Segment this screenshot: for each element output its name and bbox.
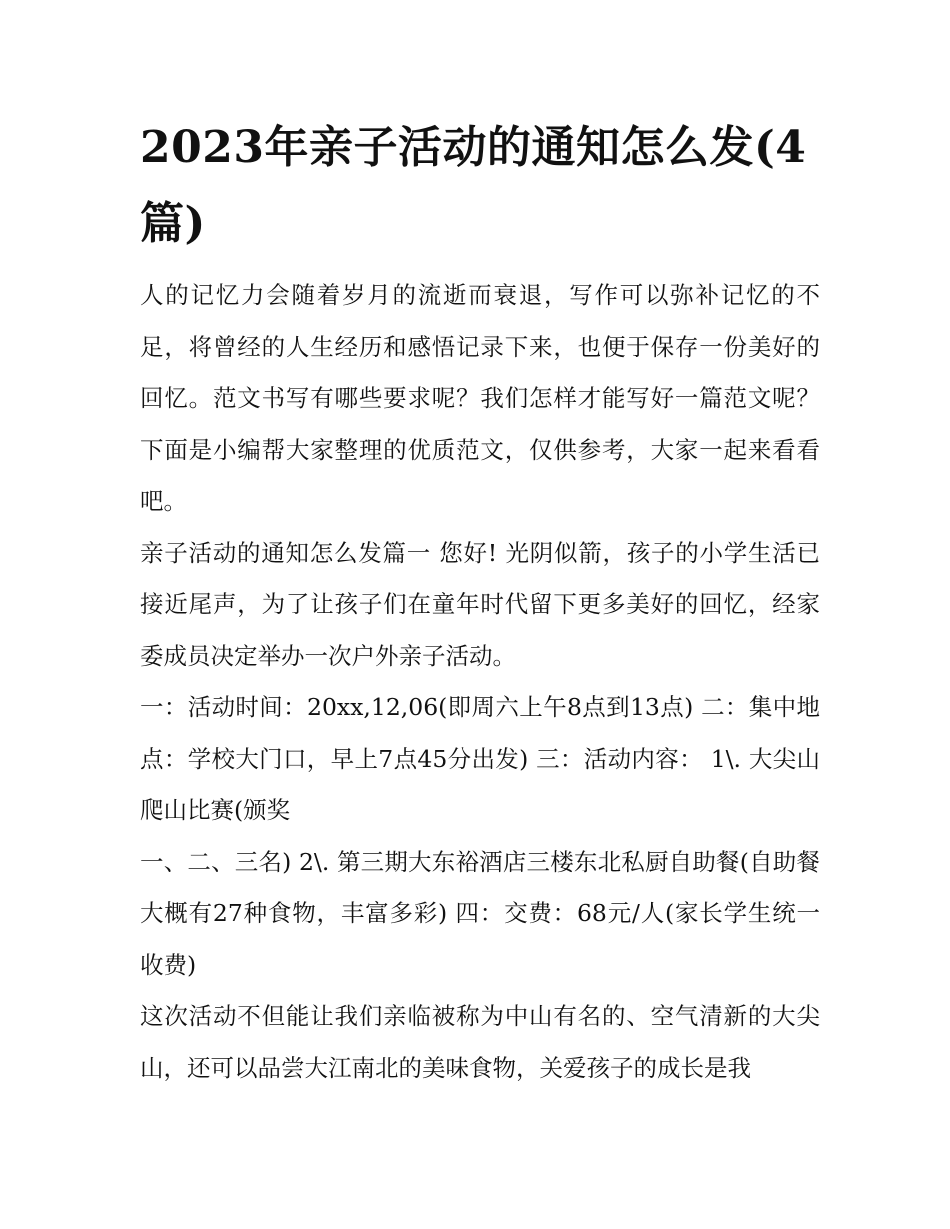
notice-opening-paragraph: 亲子活动的通知怎么发篇一 您好! 光阴似箭，孩子的小学生活已接近尾声，为了让孩子们在童年时代留下更多美好的回忆，经家委成员决定举办一次户外亲子活动。 bbox=[140, 538, 820, 670]
activity-details-continued-paragraph: 一、二、三名) 2\. 第三期大东裕酒店三楼东北私厨自助餐(自助餐大概有27种食物，丰富多彩) 四：交费：68元/人(家长学生统一收费) bbox=[140, 847, 820, 979]
closing-paragraph: 这次活动不但能让我们亲临被称为中山有名的、空气清新的大尖山，还可以品尝大江南北的美味食物，关爱孩子的成长是我 bbox=[140, 1002, 820, 1082]
activity-details-paragraph: 一：活动时间：20xx,12,06(即周六上午8点到13点) 二：集中地点：学校大门口，早上7点45分出发) 三：活动内容： 1\. 大尖山爬山比赛(颁奖 bbox=[140, 693, 820, 824]
document-body bbox=[140, 110, 820, 1094]
intro-paragraph: 人的记忆力会随着岁月的流逝而衰退，写作可以弥补记忆的不足，将曾经的人生经历和感悟记录下来，也便于保存一份美好的回忆。范文书写有哪些要求呢？我们怎样才能写好一篇范文呢？下面是小编帮大家整理的优质范文，仅供参考，大家一起来看看吧。 bbox=[140, 281, 820, 515]
document-title: 2023年亲子活动的通知怎么发(4篇) bbox=[140, 122, 807, 249]
